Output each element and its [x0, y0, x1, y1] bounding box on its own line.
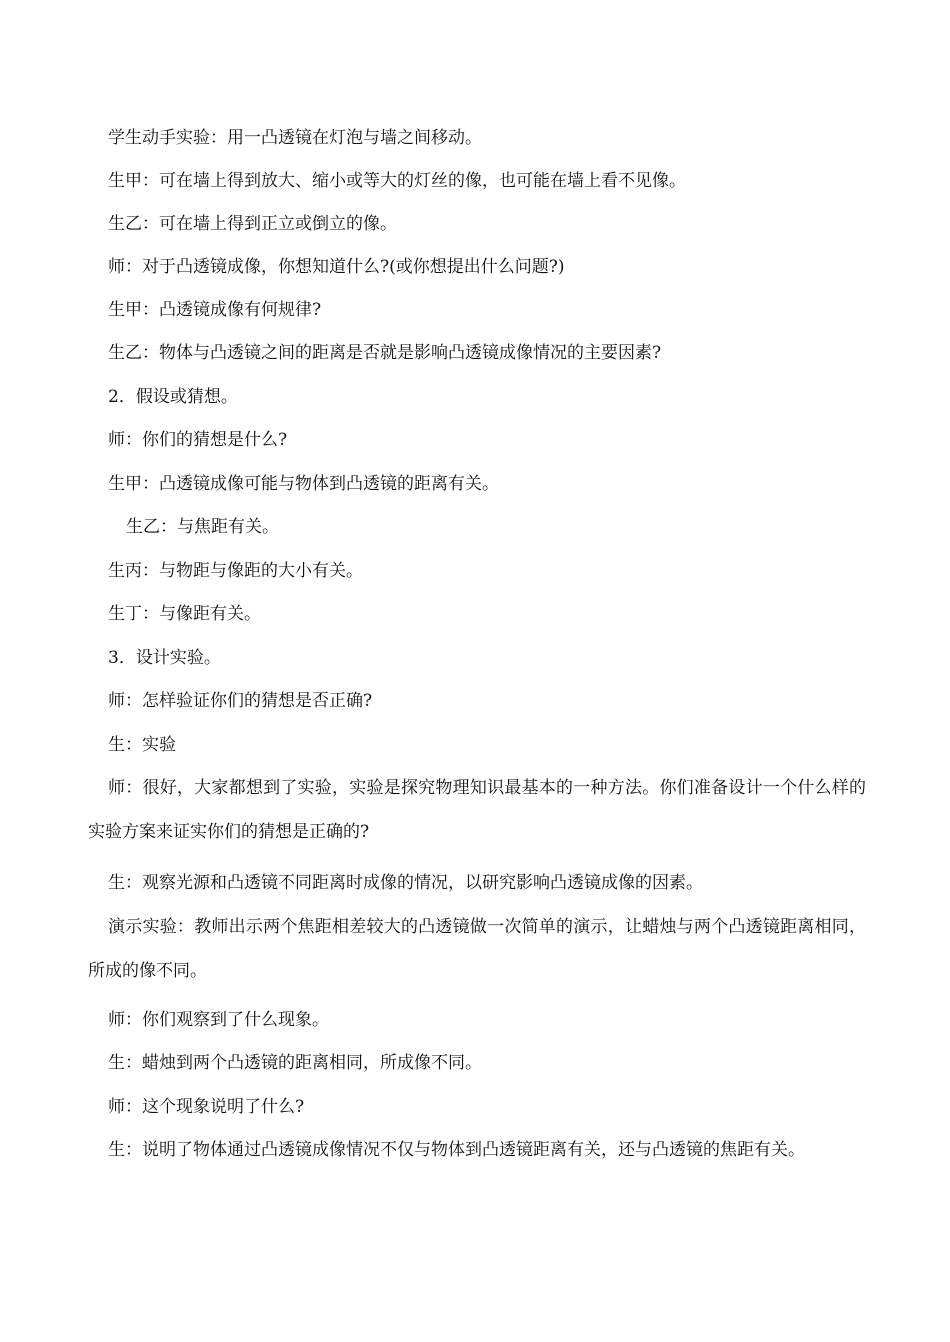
paragraph-teacher-meaning: 师：这个现象说明了什么?	[108, 1097, 305, 1117]
paragraph-student-conclusion: 生：说明了物体通过凸透镜成像情况不仅与物体到凸透镜距离有关，还与凸透镜的焦距有关。	[108, 1140, 805, 1160]
section-heading-design: 3．设计实验。	[108, 648, 221, 668]
paragraph-student-a-guess: 生甲：凸透镜成像可能与物体到凸透镜的距离有关。	[108, 474, 499, 494]
paragraph-student-b-question: 生乙：物体与凸透镜之间的距离是否就是影响凸透镜成像情况的主要因素?	[108, 343, 662, 363]
paragraph-student-a-question: 生甲：凸透镜成像有何规律?	[108, 300, 322, 320]
paragraph-student-experiment-answer: 生：实验	[108, 735, 176, 755]
paragraph-student-b-observation: 生乙：可在墙上得到正立或倒立的像。	[108, 214, 397, 234]
paragraph-student-b-guess: 生乙：与焦距有关。	[126, 517, 279, 537]
paragraph-teacher-verify: 师：怎样验证你们的猜想是否正确?	[108, 691, 373, 711]
section-heading-hypothesis: 2．假设或猜想。	[108, 387, 238, 407]
paragraph-teacher-plan: 师：很好，大家都想到了实验，实验是探究物理知识最基本的一种方法。你们准备设计一个什么样的实验方案来证实你们的猜想是正确的?	[88, 778, 866, 842]
paragraph-teacher-guess: 师：你们的猜想是什么?	[108, 430, 288, 450]
paragraph-student-a-observation: 生甲：可在墙上得到放大、缩小或等大的灯丝的像，也可能在墙上看不见像。	[108, 171, 686, 191]
paragraph-student-c-guess: 生丙：与物距与像距的大小有关。	[108, 561, 363, 581]
paragraph-student-experiment: 学生动手实验：用一凸透镜在灯泡与墙之间移动。	[108, 128, 482, 148]
paragraph-demo-experiment: 演示实验：教师出示两个焦距相差较大的凸透镜做一次简单的演示，让蜡烛与两个凸透镜距离相同，所成的像不同。	[88, 917, 866, 981]
paragraph-student-phenomenon: 生：蜡烛到两个凸透镜的距离相同，所成像不同。	[108, 1053, 482, 1073]
paragraph-student-plan: 生：观察光源和凸透镜不同距离时成像的情况，以研究影响凸透镜成像的因素。	[108, 873, 703, 893]
paragraph-teacher-question: 师：对于凸透镜成像，你想知道什么?(或你想提出什么问题?)	[108, 257, 565, 277]
paragraph-teacher-phenomenon: 师：你们观察到了什么现象。	[108, 1010, 329, 1030]
paragraph-student-d-guess: 生丁：与像距有关。	[108, 604, 261, 624]
